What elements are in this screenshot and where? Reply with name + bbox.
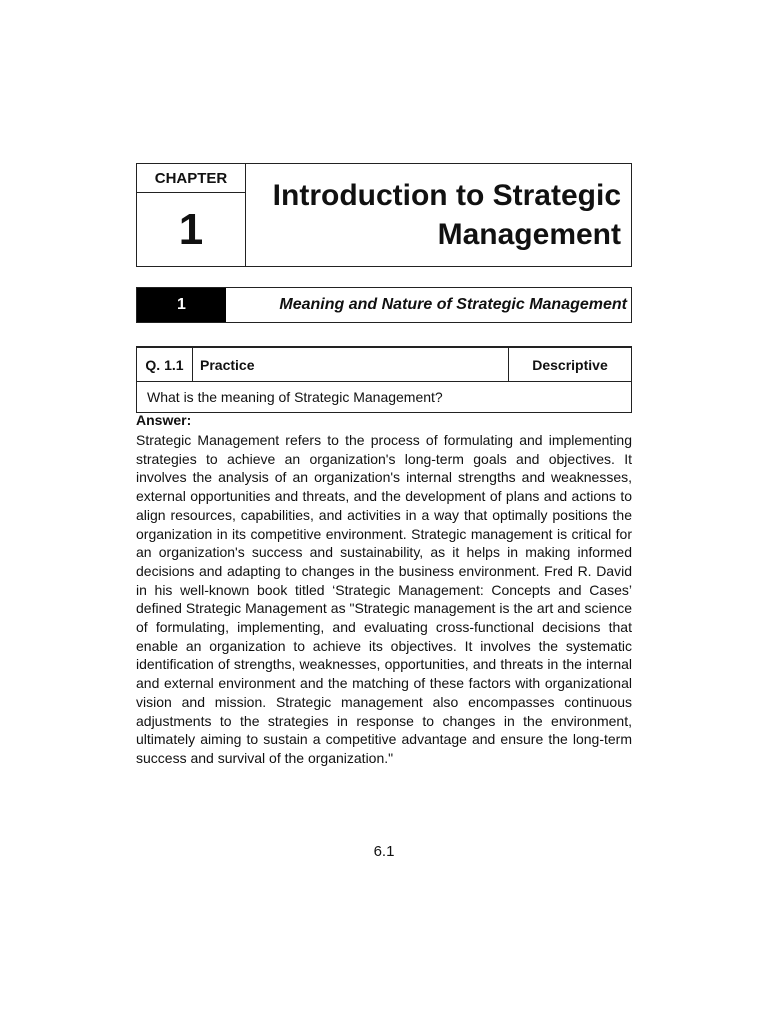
section-header <box>136 287 632 323</box>
chapter-label-cell <box>137 164 246 266</box>
section-number: 1 <box>137 288 226 322</box>
answer-label: Answer: <box>136 412 192 428</box>
question-number: Q. 1.1 <box>137 348 193 381</box>
chapter-number: 1 <box>178 204 204 254</box>
page-number: 6.1 <box>373 843 395 860</box>
chapter-header <box>136 163 632 267</box>
chapter-title: Introduction to Strategic Management <box>272 179 621 251</box>
question-type: Practice <box>193 348 509 381</box>
question-header-row <box>137 348 631 382</box>
question-table <box>136 346 632 413</box>
answer-body: Strategic Management refers to the process of formulating and implementing strategies to achieve an organization's long-term goals and objectives. It involves the analysis of an organization's internal strengths and weaknesses, external opportunities and threats, and the development of plans and actions to align resources, capabilities, and activities in a way that optimally positions the organization in its competitive environment. Strategic management is critical for an organization's success and sustainability, as it helps in making informed decisions and adapting to changes in the business environment. Fred R. David in his well-known book titled ‘Strategic Management: Concepts and Cases’ defined Strategic Management as "Strategic management is the art and science of formulating, implementing, and evaluating cross-functional decisions that enable an organization to achieve its objectives. It involves the systematic identification of strengths, weaknesses, opportunities, and threats in the internal and external environment and the matching of these factors with organizational vision and mission. Strategic management also encompasses continuous adjustments to the strategies in response to changes in the environment, ultimately aiming to sustain a competitive advantage and ensure the long-term success and survival of the organization." <box>136 432 632 766</box>
section-title: Meaning and Nature of Strategic Management <box>279 296 627 313</box>
chapter-label: CHAPTER <box>137 164 245 193</box>
question-text: What is the meaning of Strategic Management? <box>147 389 443 405</box>
question-category: Descriptive <box>532 356 608 373</box>
